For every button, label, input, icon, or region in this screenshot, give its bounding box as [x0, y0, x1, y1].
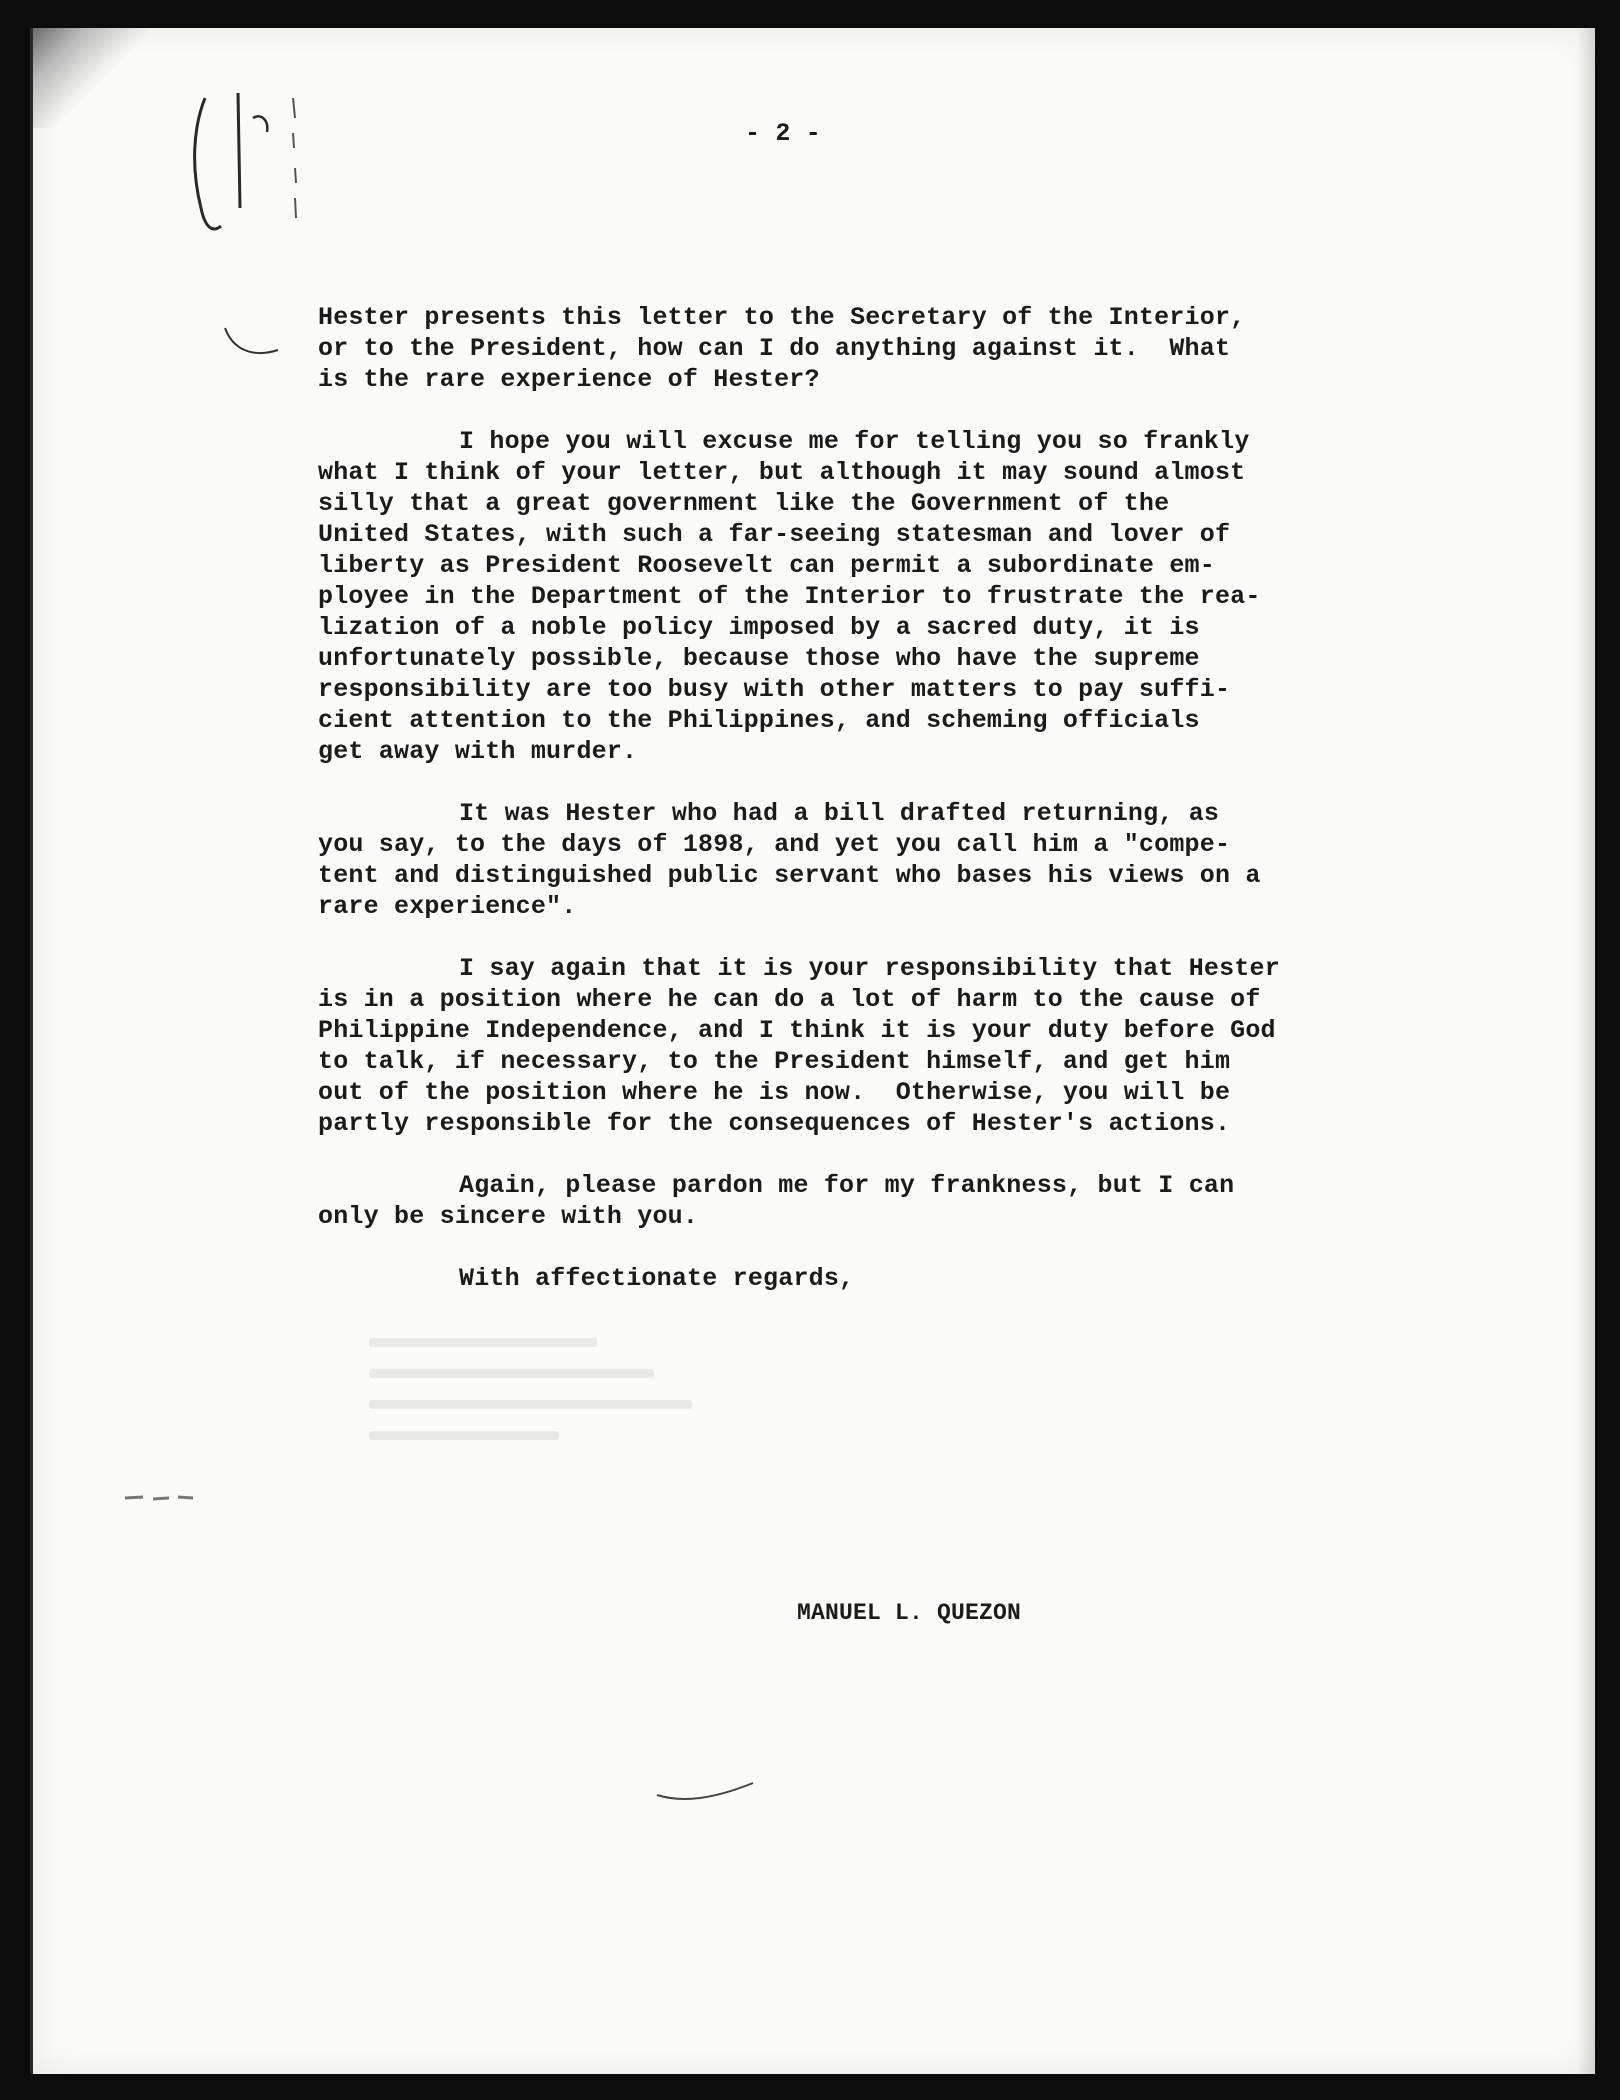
- text-line: lization of a noble policy imposed by a sacred duty, it is: [318, 613, 1200, 642]
- paragraph-3: [318, 798, 1328, 922]
- text-line: what I think of your letter, but although it may sound almost: [318, 458, 1246, 487]
- text-line: It was Hester who had a bill drafted returning, as: [459, 799, 1220, 828]
- text-line: Hester presents this letter to the Secretary of the Interior,: [318, 303, 1246, 332]
- handwritten-mark-icon: [143, 58, 343, 378]
- text-line: partly responsible for the consequences of Hester's actions.: [318, 1109, 1231, 1138]
- text-line: is in a position where he can do a lot of harm to the cause of: [318, 985, 1261, 1014]
- text-line: or to the President, how can I do anything against it. What: [318, 334, 1231, 363]
- text-line: ployee in the Department of the Interior to frustrate the rea-: [318, 582, 1261, 611]
- text-line: Philippine Independence, and I think it is your duty before God: [318, 1016, 1276, 1045]
- page-edge-shadow: [1577, 28, 1595, 2074]
- stray-mark-icon: [653, 1773, 773, 1813]
- folded-corner: [33, 28, 153, 128]
- paragraph-4: [318, 953, 1328, 1139]
- text-line: to talk, if necessary, to the President himself, and get him: [318, 1047, 1231, 1076]
- text-line: get away with murder.: [318, 737, 638, 766]
- text-line: Again, please pardon me for my frankness, but I can: [459, 1171, 1235, 1200]
- paragraph-1: [318, 302, 1328, 395]
- smudge-icon: [123, 1488, 223, 1508]
- faint-bleed-through: [369, 1338, 749, 1462]
- text-line: United States, with such a far-seeing statesman and lover of: [318, 520, 1231, 549]
- text-line: is the rare experience of Hester?: [318, 365, 820, 394]
- closing-salutation: With affectionate regards,: [459, 1264, 855, 1293]
- text-line: you say, to the days of 1898, and yet you call him a "compe-: [318, 830, 1231, 859]
- text-line: tent and distinguished public servant who bases his views on a: [318, 861, 1261, 890]
- page-number: - 2 -: [745, 119, 822, 148]
- text-line: unfortunately possible, because those who have the supreme: [318, 644, 1200, 673]
- text-line: I say again that it is your responsibility that Hester: [459, 954, 1280, 983]
- text-line: I hope you will excuse me for telling you so frankly: [459, 427, 1250, 456]
- text-line: out of the position where he is now. Otherwise, you will be: [318, 1078, 1231, 1107]
- text-line: only be sincere with you.: [318, 1202, 699, 1231]
- paragraph-2: [318, 426, 1328, 767]
- letter-body: [318, 302, 1328, 1294]
- text-line: liberty as President Roosevelt can permit a subordinate em-: [318, 551, 1215, 580]
- signature-name: MANUEL L. QUEZON: [797, 1600, 1022, 1626]
- text-line: cient attention to the Philippines, and scheming officials: [318, 706, 1200, 735]
- text-line: responsibility are too busy with other matters to pay suffi-: [318, 675, 1231, 704]
- text-line: silly that a great government like the Government of the: [318, 489, 1170, 518]
- text-line: rare experience".: [318, 892, 577, 921]
- paragraph-5: [318, 1170, 1328, 1232]
